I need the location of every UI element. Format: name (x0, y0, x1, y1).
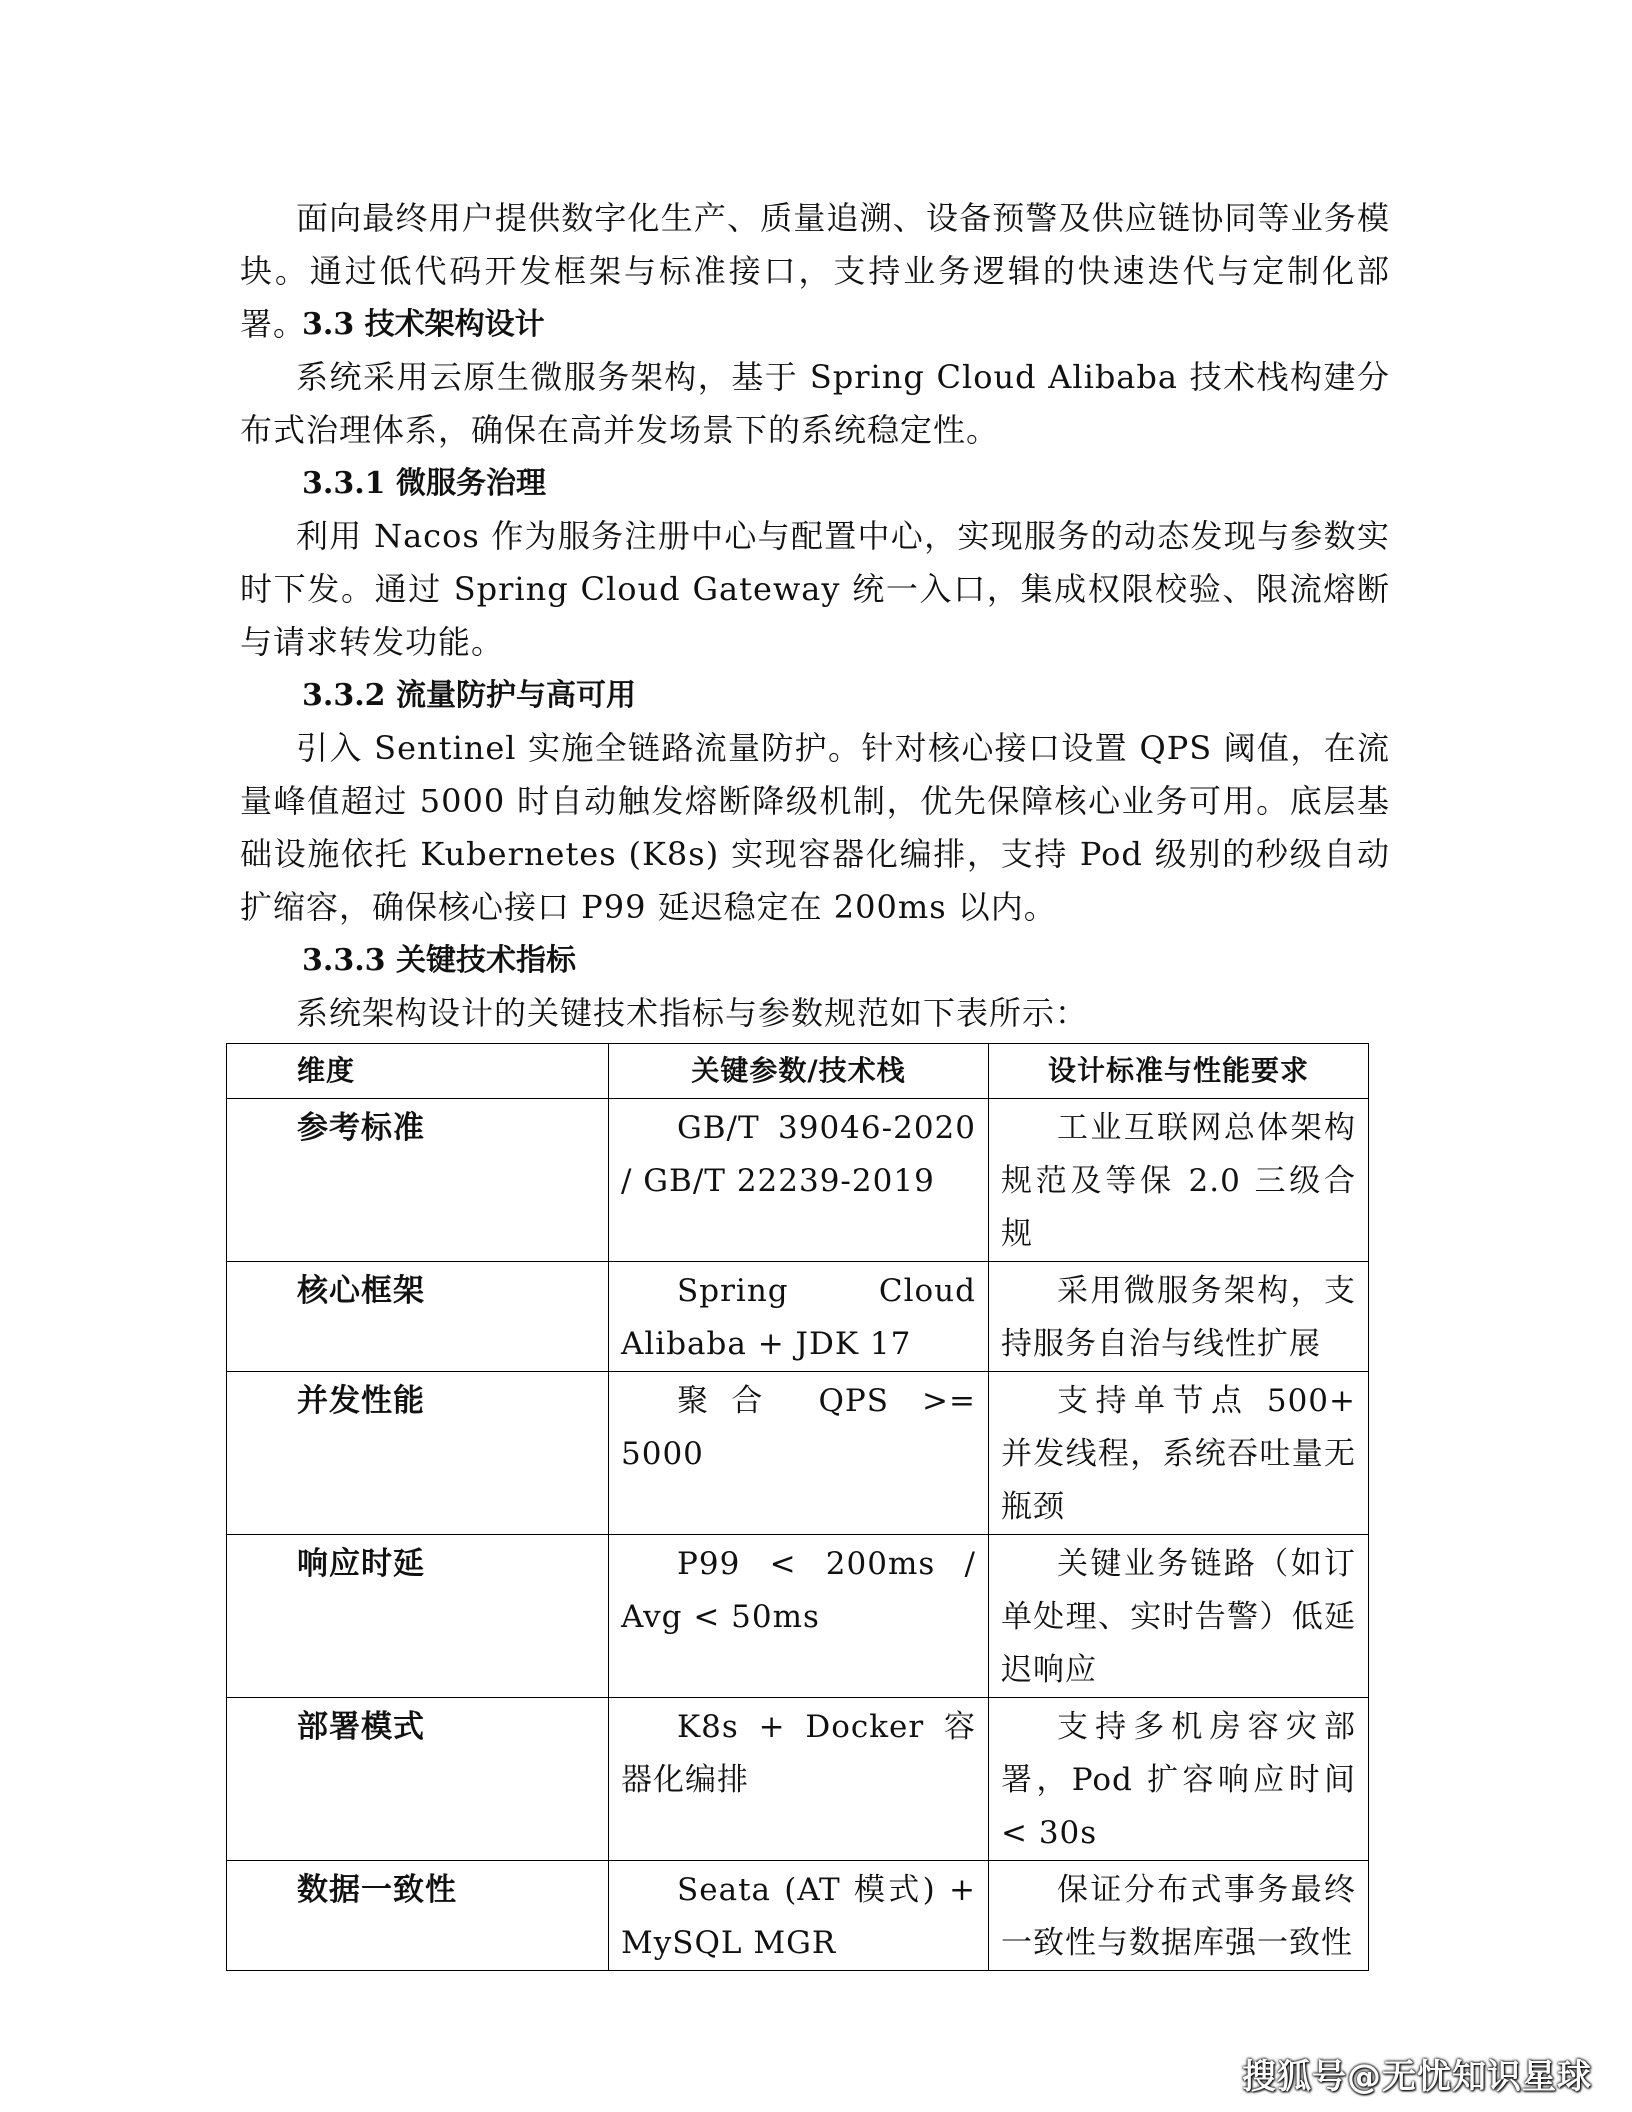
table-row (227, 1262, 1369, 1372)
cell-parameter: K8s + Docker 容器化编排 (609, 1698, 989, 1861)
table-row (227, 1861, 1369, 1971)
key-metrics-table (226, 1043, 1369, 1971)
cell-dimension: 数据一致性 (227, 1861, 609, 1971)
header-requirement: 设计标准与性能要求 (989, 1044, 1369, 1099)
cell-parameter: P99 < 200ms / Avg < 50ms (609, 1535, 989, 1698)
heading-3-3-1: 3.3.1 微服务治理 (302, 466, 546, 501)
paragraph-table-intro: 系统架构设计的关键技术指标与参数规范如下表所示： (296, 994, 1089, 1032)
paragraph-microservice-governance: 利用 Nacos 作为服务注册中心与配置中心，实现服务的动态发现与参数实时下发。通过 Spring Cloud Gateway 统一入口，集成权限校验、限流熔断与请求转发功能。 (240, 517, 1390, 661)
paragraph-architecture: 系统采用云原生微服务架构，基于 Spring Cloud Alibaba 技术栈构建分布式治理体系，确保在高并发场景下的系统稳定性。 (240, 358, 1390, 449)
cell-parameter: 聚合 QPS >= 5000 (609, 1372, 989, 1535)
cell-requirement: 关键业务链路（如订单处理、实时告警）低延迟响应 (989, 1535, 1369, 1698)
cell-dimension: 部署模式 (227, 1698, 609, 1861)
heading-3-3-3: 3.3.3 关键技术指标 (302, 943, 576, 978)
cell-requirement: 工业互联网总体架构规范及等保 2.0 三级合规 (989, 1099, 1369, 1262)
cell-dimension: 核心框架 (227, 1262, 609, 1372)
cell-dimension: 响应时延 (227, 1535, 609, 1698)
cell-requirement: 保证分布式事务最终一致性与数据库强一致性 (989, 1861, 1369, 1971)
heading-3-3: 3.3 技术架构设计 (302, 307, 545, 342)
table-row (227, 1372, 1369, 1535)
cell-requirement: 支持多机房容灾部署，Pod 扩容响应时间 < 30s (989, 1698, 1369, 1861)
cell-dimension: 并发性能 (227, 1372, 609, 1535)
header-dimension: 维度 (227, 1044, 609, 1099)
table-header-row (227, 1044, 1369, 1099)
cell-dimension: 参考标准 (227, 1099, 609, 1262)
cell-parameter: GB/T 39046-2020 / GB/T 22239-2019 (609, 1099, 989, 1262)
table-row (227, 1698, 1369, 1861)
watermark: 搜狐号@无忧知识星球 (1242, 2057, 1592, 2097)
cell-requirement: 支持单节点 500+ 并发线程，系统吞吐量无瓶颈 (989, 1372, 1369, 1535)
header-parameter: 关键参数/技术栈 (609, 1044, 989, 1099)
cell-parameter: Seata (AT 模式) + MySQL MGR (609, 1861, 989, 1971)
cell-requirement: 采用微服务架构，支持服务自治与线性扩展 (989, 1262, 1369, 1372)
paragraph-traffic-protection: 引入 Sentinel 实施全链路流量防护。针对核心接口设置 QPS 阈值，在流量峰值超过 5000 时自动触发熔断降级机制，优先保障核心业务可用。底层基础设施依托 Kubernetes (K8s) 实现容器化编排，支持 Pod 级别的秒级自动扩缩容，确保核心接口 P99 延迟稳定在 200ms 以内。 (240, 729, 1390, 926)
table-row (227, 1535, 1369, 1698)
paragraph-business-modules: 面向最终用户提供数字化生产、质量追溯、设备预警及供应链协同等业务模块。通过低代码开发框架与标准接口，支持业务逻辑的快速迭代与定制化部署。 (240, 199, 1390, 343)
table-row (227, 1099, 1369, 1262)
heading-3-3-2: 3.3.2 流量防护与高可用 (302, 678, 636, 713)
cell-parameter: Spring Cloud Alibaba + JDK 17 (609, 1262, 989, 1372)
